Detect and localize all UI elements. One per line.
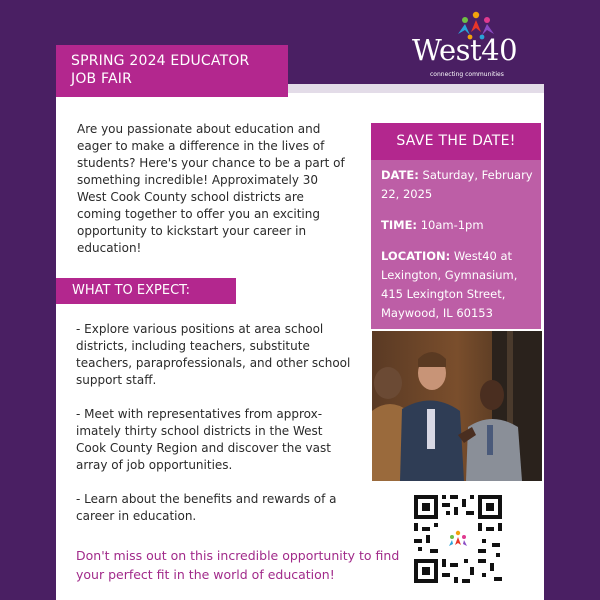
event-time xyxy=(381,216,533,235)
event-title-line1: SPRING 2024 EDUCATOR xyxy=(71,53,250,69)
logo-wordmark: West40 xyxy=(412,33,518,67)
intro-paragraph: Are you passionate about education and eager to make a difference in the lives of students? Here's your chance to be a part of something incredible! Approximately 30 West Cook County school districts are coming together to offer you an exciting opportunity to kickstart your career in education! xyxy=(77,122,345,255)
event-date xyxy=(381,166,533,204)
date-value: Saturday, February 22, 2025 xyxy=(381,168,533,201)
expect-item: - Explore various positions at area school districts, including teachers, substitute teachers, paraprofessionals, and other school support staff. xyxy=(76,322,351,387)
event-location xyxy=(381,247,533,323)
event-title xyxy=(56,45,288,97)
expect-list xyxy=(76,321,356,542)
expect-item: - Learn about the benefits and rewards of a career in education. xyxy=(76,492,337,523)
people-conversation-image xyxy=(372,331,542,481)
registration-qr-code[interactable] xyxy=(412,493,504,585)
date-label: DATE: xyxy=(381,168,419,182)
time-value: 10am-1pm xyxy=(420,218,484,232)
expect-item: - Meet with representatives from approx-imately thirty school districts in the West Cook County Region and discover the vast array of job opportunities. xyxy=(76,407,331,472)
save-date-heading: SAVE THE DATE! xyxy=(371,123,541,160)
event-photo xyxy=(372,331,542,481)
qr-code-icon xyxy=(412,493,504,585)
location-label: LOCATION: xyxy=(381,249,451,263)
event-details-panel xyxy=(371,160,541,329)
event-title-line2: JOB FAIR xyxy=(71,71,133,87)
closing-message: Don't miss out on this incredible opportunity to find your perfect fit in the world of education! xyxy=(76,548,400,582)
expect-heading: WHAT TO EXPECT: xyxy=(56,278,236,304)
west40-logo xyxy=(408,10,538,86)
time-label: TIME: xyxy=(381,218,418,232)
location-value: West40 at Lexington, Gymnasium, 415 Lexington Street, Maywood, IL 60153 xyxy=(381,249,518,320)
logo-tagline: connecting communities xyxy=(430,71,504,78)
